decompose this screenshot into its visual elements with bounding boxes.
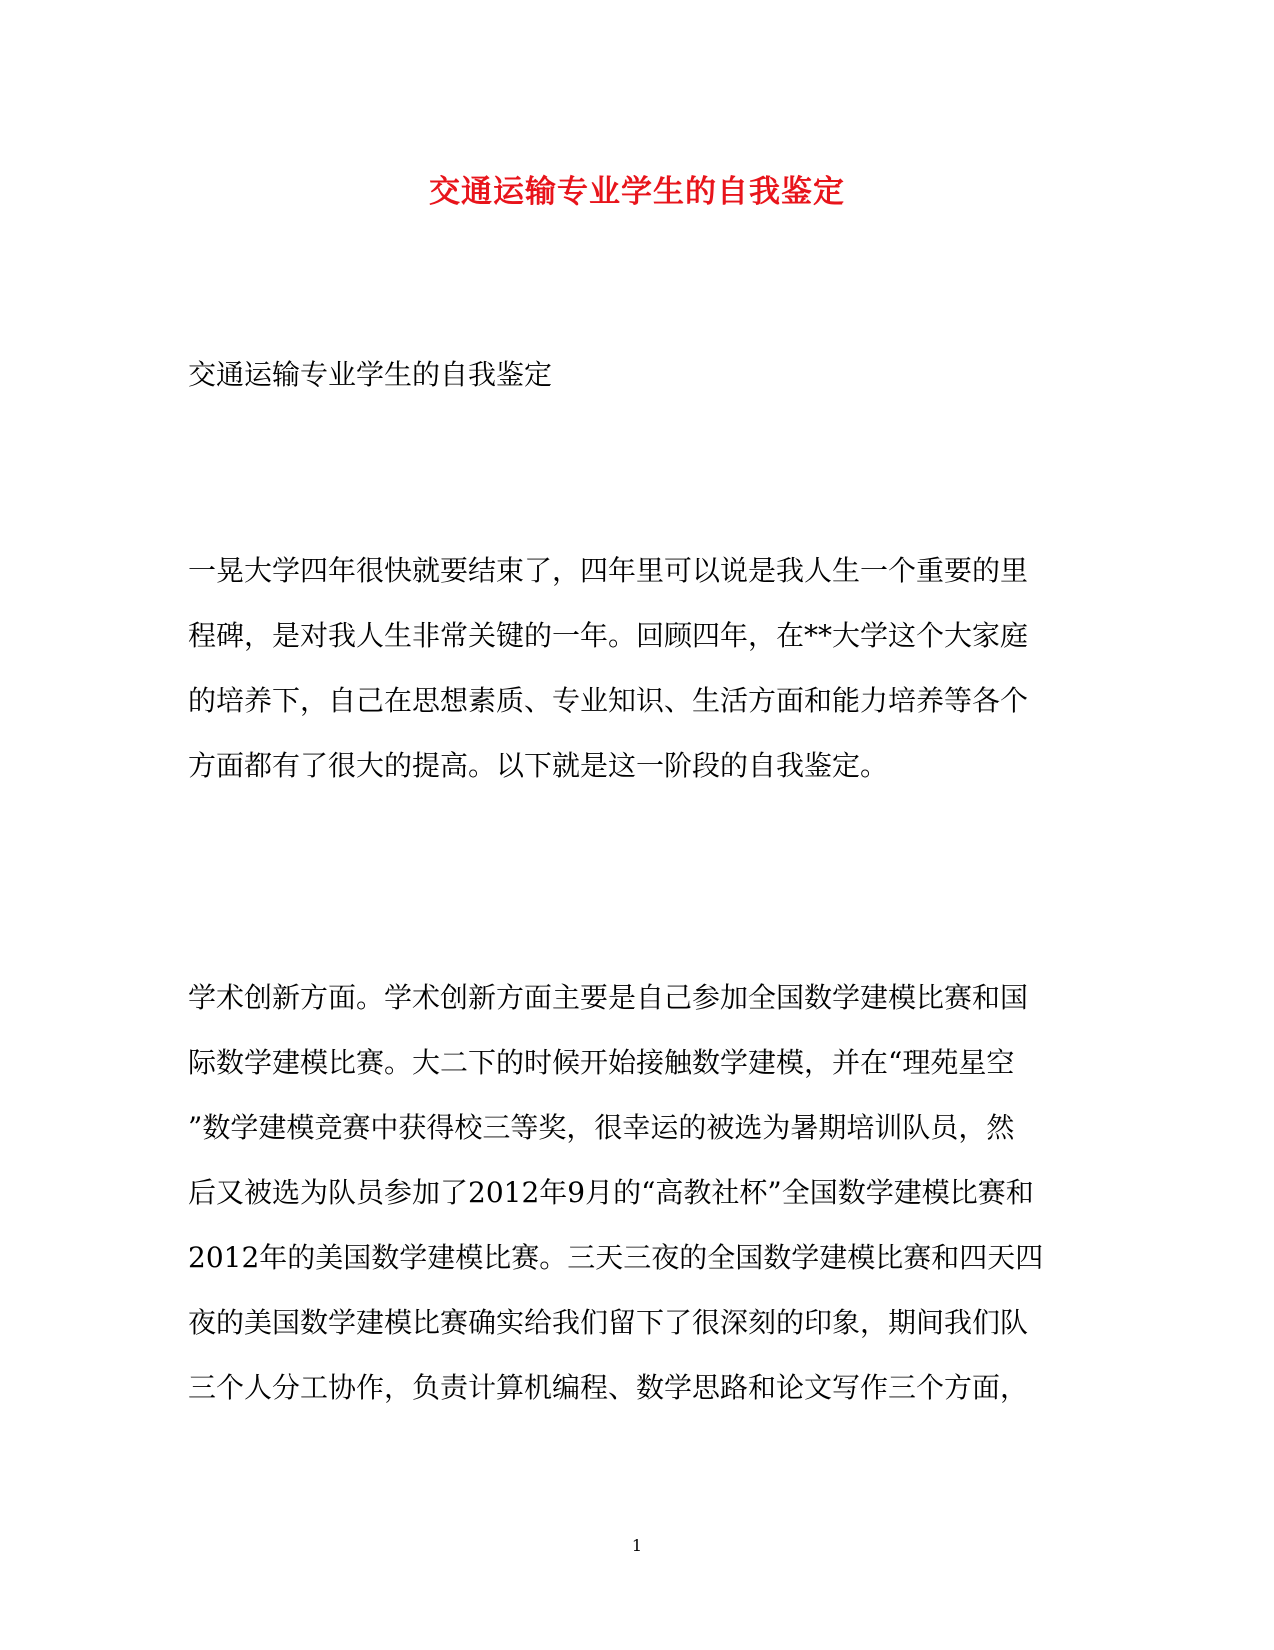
paragraph-academic-innovation (188, 965, 1043, 1420)
paragraph-line: 程碑，是对我人生非常关键的一年。回顾四年，在**大学这个大家庭 (188, 619, 1029, 652)
document-subtitle: 交通运输专业学生的自我鉴定 (188, 358, 553, 391)
paragraph-line: 方面都有了很大的提高。以下就是这一阶段的自我鉴定。 (188, 749, 889, 782)
paragraph-line: 2012年的美国数学建模比赛。三天三夜的全国数学建模比赛和四天四 (188, 1241, 1044, 1274)
paragraph-line: 学术创新方面。学术创新方面主要是自己参加全国数学建模比赛和国 (188, 981, 1029, 1014)
paragraph-line: 的培养下，自己在思想素质、专业知识、生活方面和能力培养等各个 (188, 684, 1029, 717)
paragraph-intro (188, 538, 1028, 798)
page-number: 1 (631, 1536, 643, 1555)
paragraph-line: 际数学建模比赛。大二下的时候开始接触数学建模，并在“理苑星空 (188, 1046, 1015, 1079)
paragraph-line: 一晃大学四年很快就要结束了，四年里可以说是我人生一个重要的里 (188, 554, 1029, 587)
paragraph-line: ”数学建模竞赛中获得校三等奖，很幸运的被选为暑期培训队员，然 (188, 1111, 1015, 1144)
paragraph-line: 三个人分工协作，负责计算机编程、数学思路和论文写作三个方面， (188, 1371, 1029, 1404)
document-title: 交通运输专业学生的自我鉴定 (429, 174, 845, 210)
paragraph-line: 夜的美国数学建模比赛确实给我们留下了很深刻的印象，期间我们队 (188, 1306, 1029, 1339)
paragraph-line: 后又被选为队员参加了2012年9月的“高教社杯”全国数学建模比赛和 (188, 1176, 1034, 1209)
